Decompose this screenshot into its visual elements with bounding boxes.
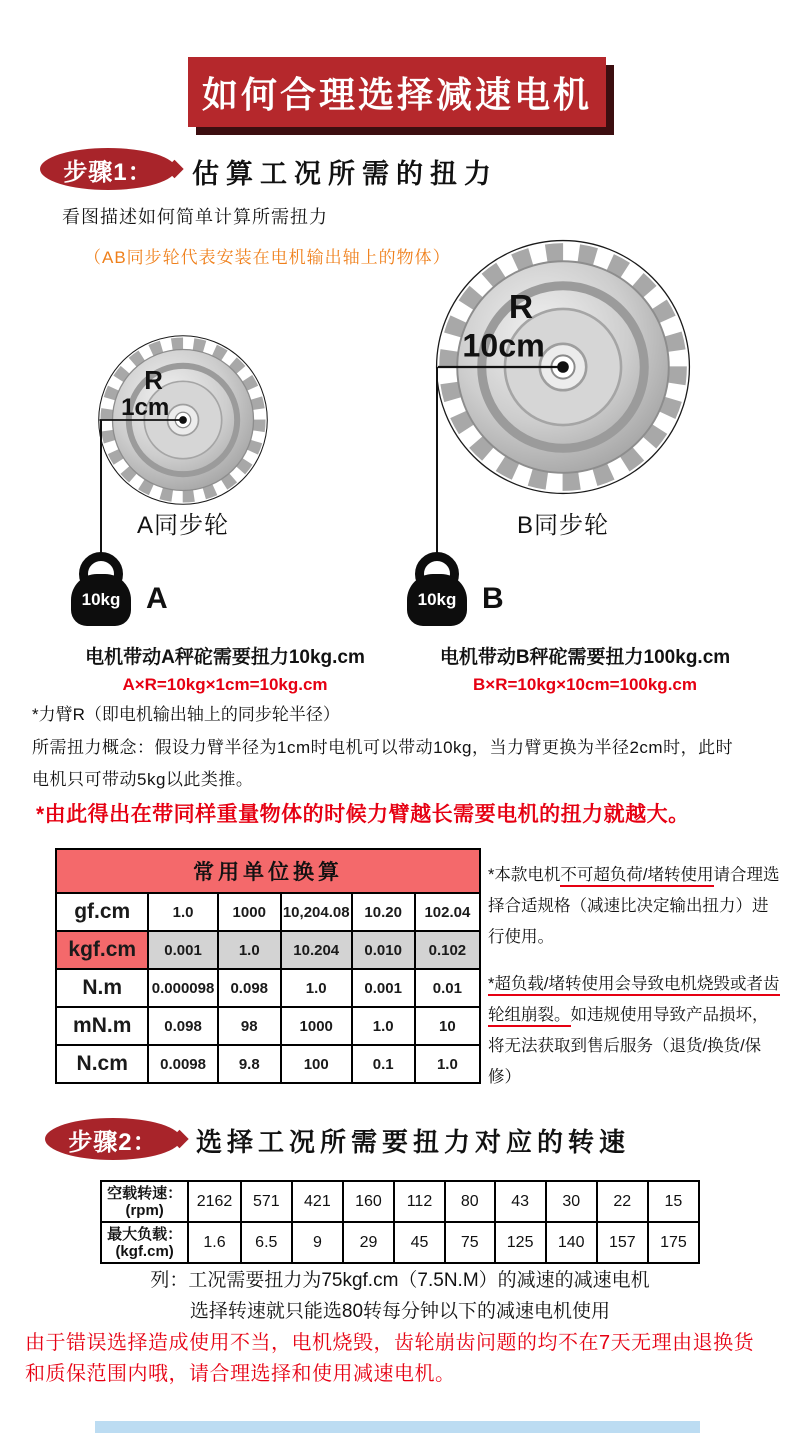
value-cell: 2162 <box>188 1181 241 1222</box>
row-label-cell <box>101 1222 188 1263</box>
value-cell: 0.001 <box>148 931 217 969</box>
value-cell: 6.5 <box>241 1222 292 1263</box>
value-cell: 160 <box>343 1181 394 1222</box>
table-row <box>56 1007 480 1045</box>
value-cell: 0.0098 <box>148 1045 217 1083</box>
wheel-b-radius-symbol: R <box>508 288 534 326</box>
value-cell: 1000 <box>218 893 281 931</box>
title-banner <box>188 57 606 127</box>
note2-underlined: *超负载/堵转使用会导致电机烧毁或者齿轮组崩裂。 <box>488 975 780 1027</box>
torque-b-block <box>400 642 770 695</box>
value-cell: 43 <box>495 1181 546 1222</box>
value-cell: 0.000098 <box>148 969 217 1007</box>
weight-a-label: 10kg <box>81 590 121 609</box>
step1-orange-note: （AB同步轮代表安装在电机输出轴上的物体） <box>84 248 451 267</box>
conclusion-warning: *由此得出在带同样重量物体的时候力臂越长需要电机的扭力就越大。 <box>36 803 690 826</box>
value-cell: 0.010 <box>352 931 415 969</box>
concept-line2: 电机只可带动5kg以此类推。 <box>32 770 254 789</box>
example-line1: 列：工况需要扭力为75kgf.cm（7.5N.M）的减速的减速电机 <box>150 1270 650 1291</box>
value-cell: 0.1 <box>352 1045 415 1083</box>
value-cell: 0.102 <box>415 931 480 969</box>
unit-cell: kgf.cm <box>56 931 148 969</box>
rope-a <box>100 420 102 560</box>
value-cell: 175 <box>648 1222 699 1263</box>
concept-line1: 所需扭力概念：假设力臂半径为1cm时电机可以带动10kg，当力臂更换为半径2cm时，此时 <box>32 738 734 757</box>
conversion-table-title: 常用单位换算 <box>56 849 480 893</box>
value-cell: 9 <box>292 1222 343 1263</box>
wheel-a-radius-symbol: R <box>144 367 163 396</box>
load-label-line2: (kgf.cm) <box>115 1242 174 1260</box>
value-cell: 45 <box>394 1222 445 1263</box>
unit-conversion-table <box>55 848 481 1084</box>
value-cell: 421 <box>292 1181 343 1222</box>
value-cell: 1000 <box>281 1007 352 1045</box>
value-cell: 1.6 <box>188 1222 241 1263</box>
rpm-label-line1: 空载转速： <box>107 1184 183 1202</box>
value-cell: 0.098 <box>148 1007 217 1045</box>
value-cell: 125 <box>495 1222 546 1263</box>
table-row <box>101 1181 699 1222</box>
note2-rest: 如违规使用导致产品损坏，将无法获取到售后服务（退货/换货/保修） <box>488 1006 769 1086</box>
step2-badge <box>45 1118 181 1160</box>
value-cell: 9.8 <box>218 1045 281 1083</box>
weight-b-label: 10kg <box>417 590 457 609</box>
value-cell: 0.098 <box>218 969 281 1007</box>
value-cell: 29 <box>343 1222 394 1263</box>
speed-load-table <box>100 1180 700 1264</box>
unit-cell: N.cm <box>56 1045 148 1083</box>
example-line2: 选择转速就只能选80转每分钟以下的减速电机使用 <box>189 1301 611 1322</box>
usage-notes <box>488 860 780 1093</box>
value-cell: 10,204.08 <box>281 893 352 931</box>
value-cell: 10.204 <box>281 931 352 969</box>
value-cell: 80 <box>445 1181 495 1222</box>
wheel-a-radius-value: 1cm <box>121 393 170 421</box>
step1-title: 估算工况所需的扭力 <box>192 159 498 189</box>
weight-b-image <box>407 574 467 626</box>
pulley-wheel-b-image <box>434 238 692 496</box>
weight-a-letter: A <box>146 582 168 615</box>
value-cell: 10.20 <box>352 893 415 931</box>
value-cell: 0.001 <box>352 969 415 1007</box>
value-cell: 571 <box>241 1181 292 1222</box>
load-label-line1: 最大负载： <box>107 1225 183 1243</box>
torque-b-title: 电机带动B秤砣需要扭力100kg.cm <box>439 647 731 668</box>
table-row <box>56 969 480 1007</box>
selection-example <box>95 1265 705 1327</box>
value-cell: 100 <box>281 1045 352 1083</box>
step1-subtitle: 看图描述如何简单计算所需扭力 <box>62 207 328 227</box>
unit-cell: N.m <box>56 969 148 1007</box>
notes-gap <box>488 953 780 969</box>
pulley-wheel-a-image <box>97 334 269 506</box>
note1-prefix: *本款电机 <box>488 866 561 884</box>
weight-a-image <box>71 574 131 626</box>
rope-b <box>436 367 438 560</box>
table-row <box>56 893 480 931</box>
weight-b-letter: B <box>482 582 504 615</box>
table-row-highlighted <box>56 931 480 969</box>
torque-a-title: 电机带动A秤砣需要扭力10kg.cm <box>85 647 365 668</box>
value-cell: 102.04 <box>415 893 480 931</box>
value-cell: 140 <box>546 1222 597 1263</box>
unit-cell: gf.cm <box>56 893 148 931</box>
footer-warning: 由于错误选择造成使用不当，电机烧毁，齿轮崩齿问题的均不在7天无理由退换货和质保范围内哦，请合理选择和使用减速电机。 <box>25 1332 755 1385</box>
value-cell: 157 <box>597 1222 648 1263</box>
step2-badge-label: 步骤2： <box>68 1128 158 1156</box>
wheel-b-radius-value: 10cm <box>462 327 545 364</box>
unit-cell: mN.m <box>56 1007 148 1045</box>
step1-badge <box>40 148 176 190</box>
table-row <box>101 1222 699 1263</box>
value-cell: 1.0 <box>218 931 281 969</box>
table-row <box>56 1045 480 1083</box>
step2-title: 选择工况所需要扭力对应的转速 <box>196 1127 631 1157</box>
value-cell: 1.0 <box>148 893 217 931</box>
footer-decorative-bar <box>95 1421 700 1433</box>
wheel-b-name: B同步轮 <box>516 512 609 539</box>
table-header-row <box>56 849 480 893</box>
value-cell: 22 <box>597 1181 648 1222</box>
value-cell: 10 <box>415 1007 480 1045</box>
row-label-cell <box>101 1181 188 1222</box>
note1-rest: 请合理选择合适规格（减速比决定输出扭力）进行使用。 <box>488 866 780 946</box>
value-cell: 75 <box>445 1222 495 1263</box>
value-cell: 1.0 <box>415 1045 480 1083</box>
note1-underlined: 不可超负荷/堵转使用 <box>560 866 713 887</box>
torque-a-block <box>40 642 410 695</box>
value-cell: 30 <box>546 1181 597 1222</box>
value-cell: 98 <box>218 1007 281 1045</box>
value-cell: 0.01 <box>415 969 480 1007</box>
value-cell: 1.0 <box>281 969 352 1007</box>
value-cell: 1.0 <box>352 1007 415 1045</box>
value-cell: 15 <box>648 1181 699 1222</box>
arm-note: *力臂R（即电机输出轴上的同步轮半径） <box>32 705 340 724</box>
value-cell: 112 <box>394 1181 445 1222</box>
wheel-a-name: A同步轮 <box>136 512 229 539</box>
torque-b-formula: B×R=10kg×10cm=100kg.cm <box>473 675 697 694</box>
rpm-label-line2: (rpm) <box>125 1201 164 1219</box>
step1-badge-label: 步骤1： <box>63 158 153 186</box>
torque-a-formula: A×R=10kg×1cm=10kg.cm <box>122 675 328 694</box>
page-title: 如何合理选择减速电机 <box>201 73 592 115</box>
